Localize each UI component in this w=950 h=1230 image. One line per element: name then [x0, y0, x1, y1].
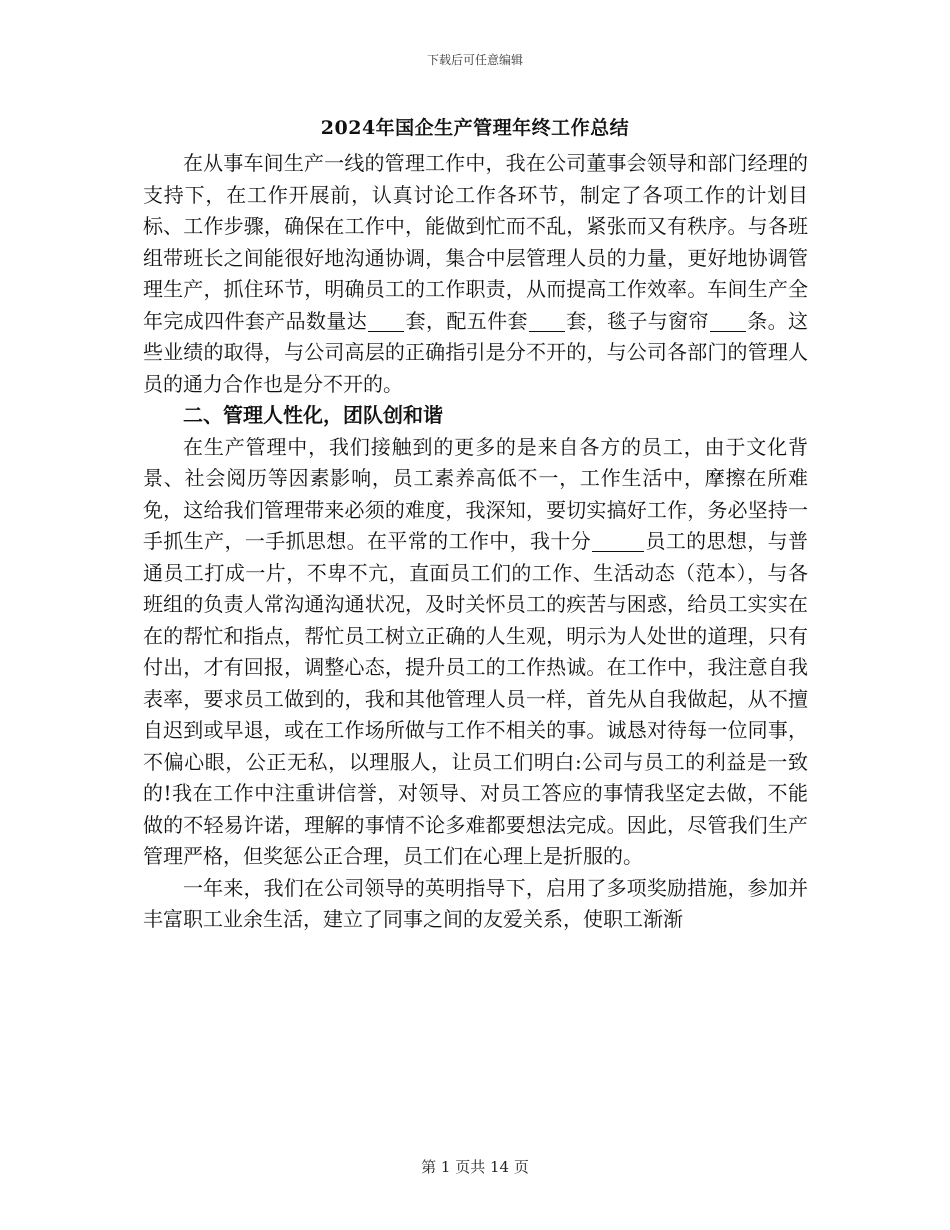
document-body — [143, 148, 808, 936]
paragraph-1 — [143, 148, 808, 400]
paragraph-1-text-d: 条。这些业绩的取得，与公司高层的正确指引是分不开的，与公司各部门的管理人员的通力合作也是分不开的。 — [143, 308, 809, 396]
paragraph-2-text-a: 在生产管理中，我们接触到的更多的是来自各方的员工，由于文化背景、社会阅历等因素影响，员工素养高低不一，工作生活中，摩擦在所难免，这给我们管理带来必须的难度，我深知，要切实搞好工作，务必坚持一手抓生产，一手抓思想。在平常的工作中，我十分 — [143, 434, 808, 553]
fill-blank-line — [710, 311, 746, 332]
page-header-note: 下载后可任意编辑 — [426, 53, 523, 67]
paragraph-1-text-a: 在从事车间生产一线的管理工作中，我在公司董事会领导和部门经理的支持下，在工作开展前，认真讨论工作各环节，制定了各项工作的计划目标、工作步骤，确保在工作中，能做到忙而不乱，紧张而又有秩序。与各班组带班长之间能很好地沟通协调，集合中层管理人员的力量，更好地协调管理生产，抓住环节，明确员工的工作职责，从而提高工作效率。车间生产全年完成四件套产品数量达 — [143, 151, 808, 333]
paragraph-1-text-c: 套，毯子与窗帘 — [565, 308, 709, 333]
section-heading: 二、管理人性化，团队创和谐 — [183, 403, 443, 427]
paragraph-2 — [143, 432, 808, 873]
page-number: 第 1 页共 14 页 — [421, 1158, 529, 1176]
fill-blank-line — [592, 531, 644, 552]
paragraph-1-text-b: 套，配五件套 — [405, 308, 528, 333]
paragraph-2-text-b: 员工的思想，与普通员工打成一片，不卑不亢，直面员工们的工作、生活动态（范本），与各班组的负责人常沟通沟通状况，及时关怀员工的疾苦与困惑，给员工实实在在的帮忙和指点，帮忙员工树立正确的人生观，明示为人处世的道理，只有付出，才有回报，调整心态，提升员工的工作热诚。在工作中，我注意自我表率，要求员工做到的，我和其他管理人员一样，首先从自我做起，从不擅自迟到或早退，或在工作场所做与工作不相关的事。诚恳对待每一位同事，不偏心眼，公正无私，以理服人，让员工们明白:公司与员工的利益是一致的!我在工作中注重讲信誉，对领导、对员工答应的事情我坚定去做，不能做的不轻易许诺，理解的事情不论多难都要想法完成。因此，尽管我们生产管理严格，但奖惩公正合理，员工们在心理上是折服的。 — [143, 529, 809, 868]
fill-blank-line — [368, 311, 404, 332]
document-title: 2024年国企生产管理年终工作总结 — [320, 117, 630, 139]
fill-blank-line — [529, 311, 565, 332]
paragraph-3: 一年来，我们在公司领导的英明指导下，启用了多项奖励措施，参加并丰富职工业余生活，建立了同事之间的友爱关系，使职工渐渐 — [143, 875, 808, 931]
